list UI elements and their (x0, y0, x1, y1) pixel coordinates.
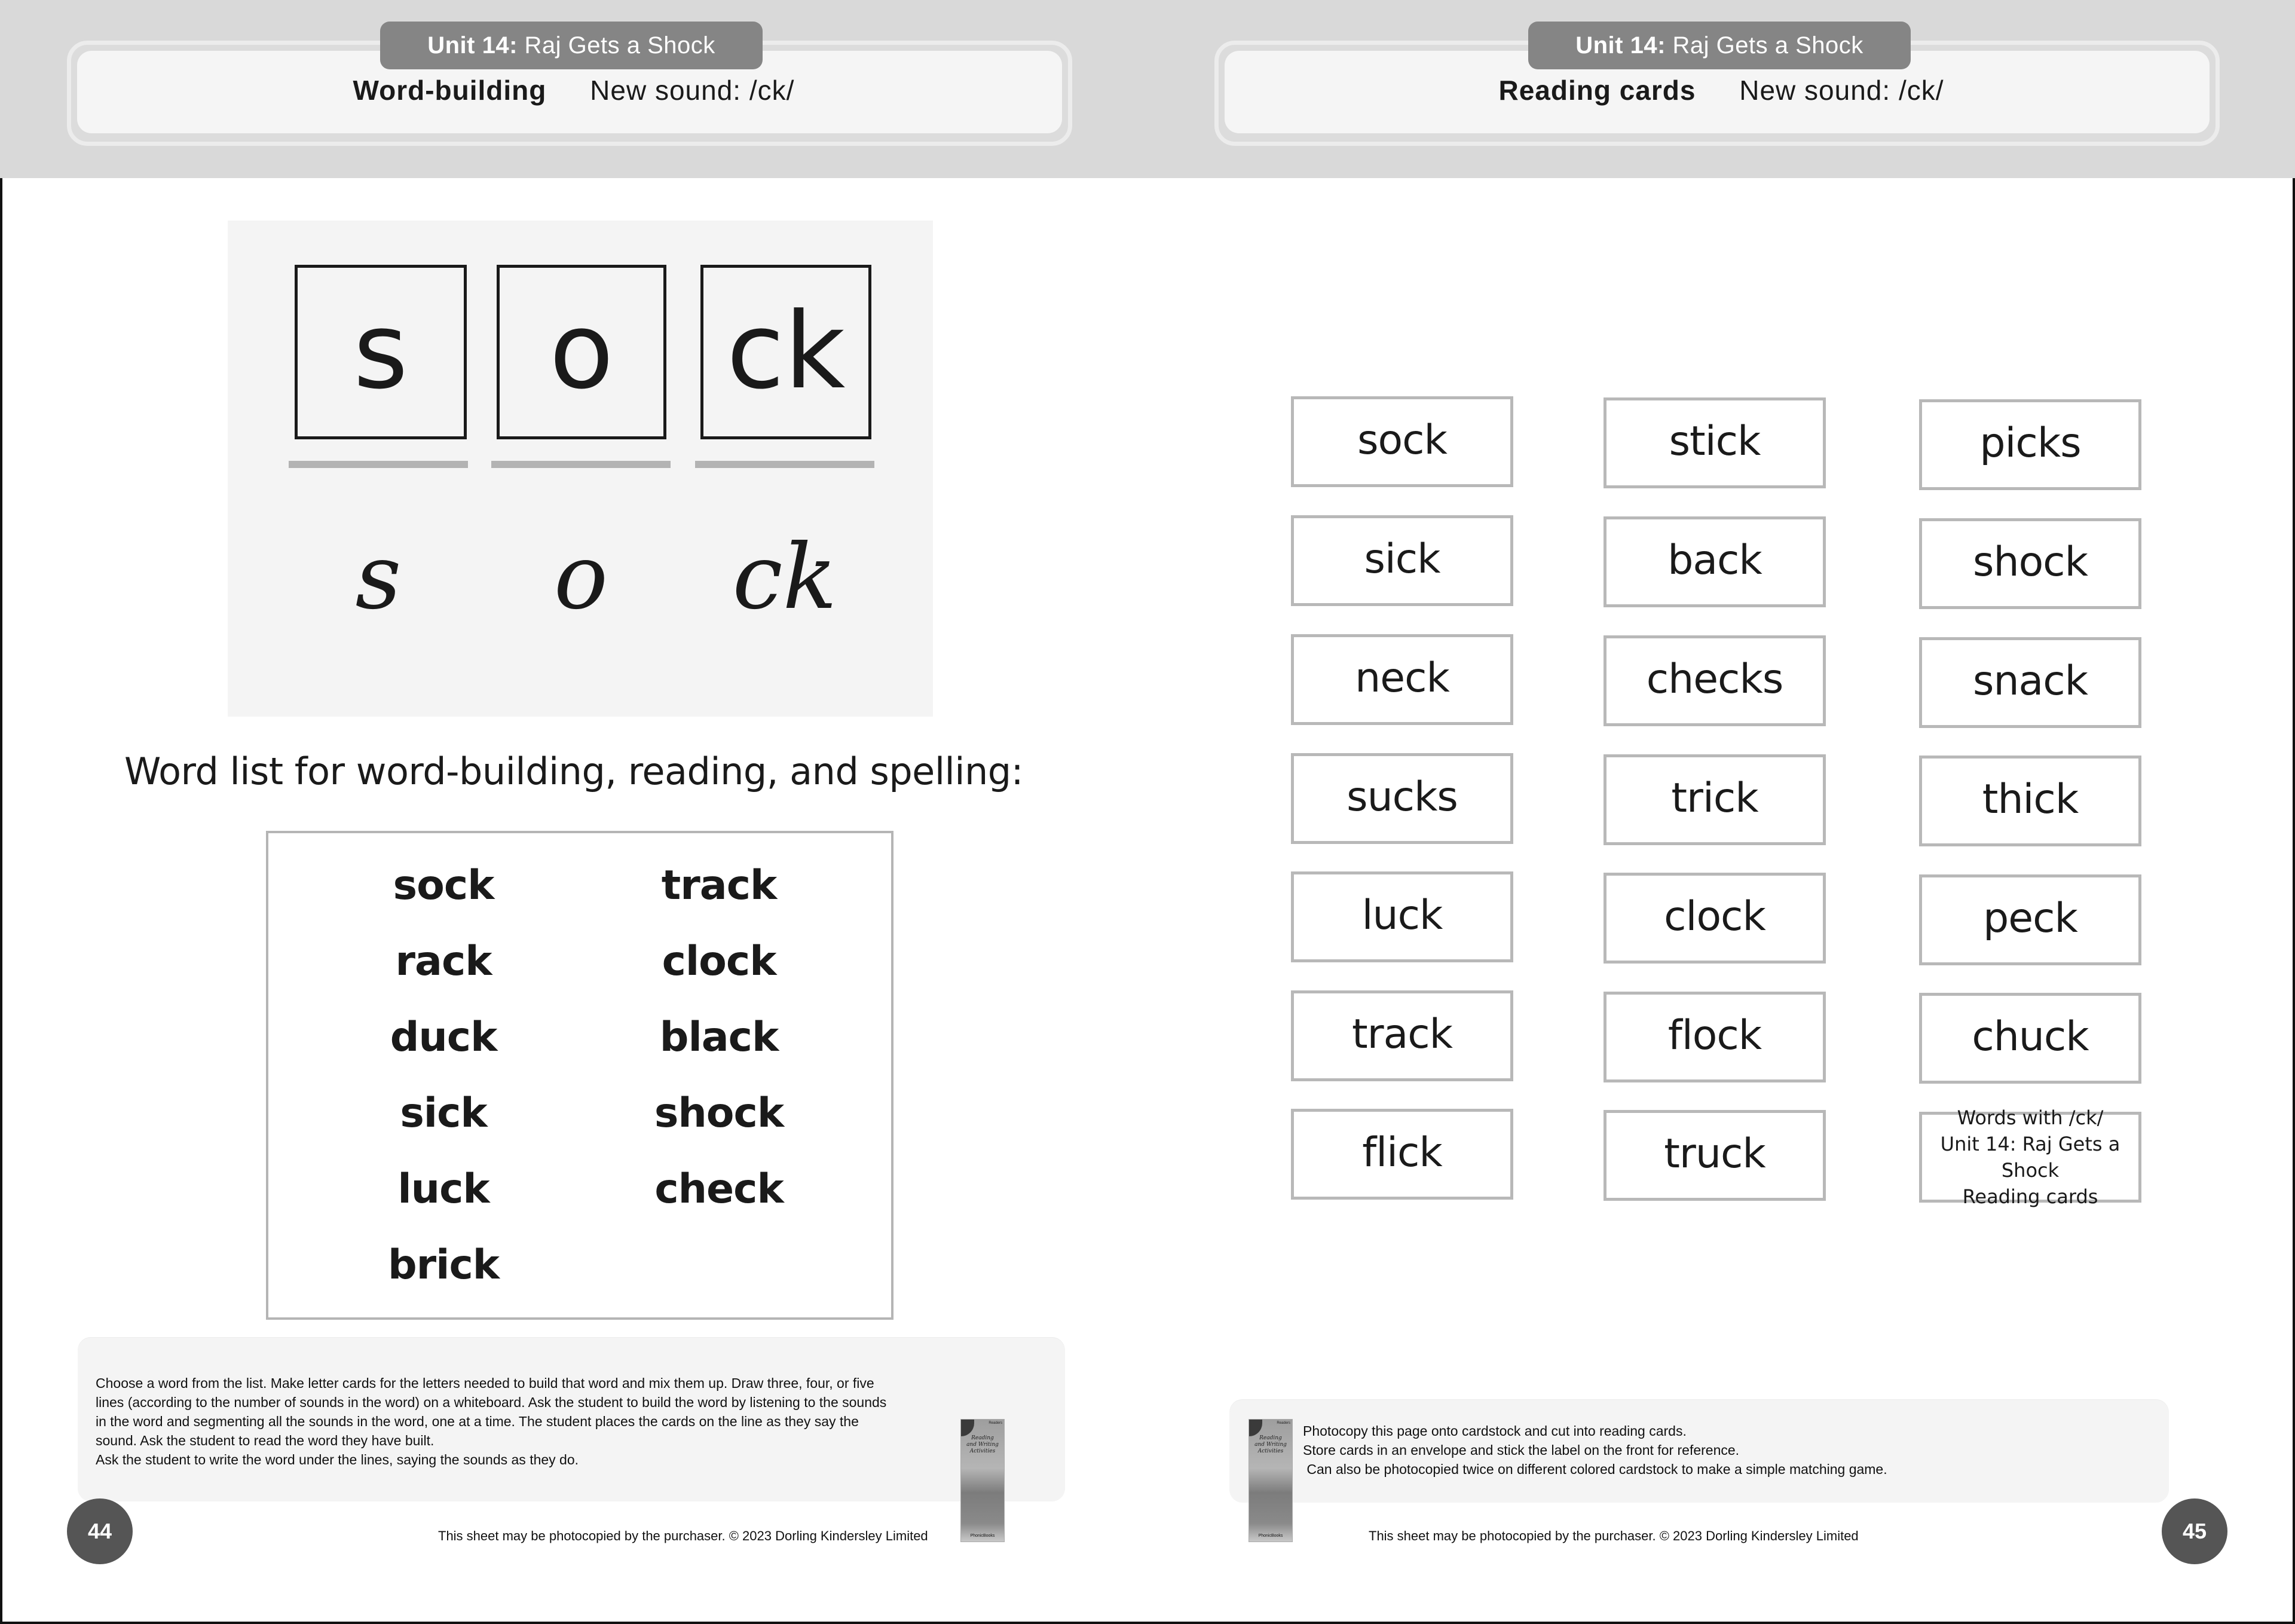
unit-title: Raj Gets a Shock (524, 32, 715, 59)
handwritten-letter: s (355, 525, 402, 629)
reading-card[interactable]: truck (1604, 1110, 1826, 1201)
book-cover-thumbnail (960, 1419, 1005, 1542)
instruction-line: Can also be photocopied twice on different colored cardstock to make a simple matching game. (1303, 1461, 1887, 1477)
cover-brand: PhonicBooks (1258, 1534, 1283, 1538)
reading-card[interactable]: snack (1919, 637, 2141, 728)
sound-line (695, 461, 874, 468)
instruction-line: in the word and segmenting all the sounds in the word, one at a time. The student places the cards on the line as they say the (96, 1414, 859, 1429)
word-list-item: clock (662, 938, 776, 985)
unit-title: Raj Gets a Shock (1672, 32, 1863, 59)
logo-icon (961, 1420, 974, 1436)
reading-card[interactable]: sock (1291, 396, 1513, 487)
word-list-item: duck (390, 1014, 497, 1061)
reading-card[interactable]: stick (1604, 397, 1826, 488)
reading-card[interactable]: back (1604, 516, 1826, 607)
cover-readers-label: Readers (1277, 1421, 1290, 1425)
reading-card[interactable]: shock (1919, 518, 2141, 609)
page-number-badge: 44 (67, 1498, 133, 1564)
word-list-item: sock (393, 862, 494, 909)
reading-card[interactable]: clock (1604, 873, 1826, 964)
label-card-line: Unit 14: Raj Gets a Shock (1940, 1133, 2120, 1182)
header-subtitle (1148, 74, 2295, 106)
logo-icon (1249, 1420, 1262, 1436)
word-list-item: black (659, 1014, 779, 1061)
copyright-notice: This sheet may be photocopied by the purchaser. © 2023 Dorling Kindersley Limited (1369, 1528, 1859, 1543)
instruction-line: Store cards in an envelope and stick the label on the front for reference. (1303, 1442, 1740, 1458)
label-card-line: Reading cards (1962, 1185, 2098, 1208)
letter-tile: o (497, 265, 666, 439)
unit-label: Unit 14: (1575, 32, 1666, 59)
word-list-column-2 (629, 856, 809, 1235)
new-sound: New sound: /ck/ (590, 75, 795, 106)
reading-card[interactable]: peck (1919, 874, 2141, 965)
activity-title: Word-building (353, 75, 547, 106)
cover-readers-label: Readers (989, 1421, 1002, 1425)
instructions-text (1303, 1421, 2140, 1479)
reading-card[interactable]: flick (1291, 1109, 1513, 1200)
unit-label: Unit 14: (427, 32, 518, 59)
word-list-item: luck (397, 1166, 489, 1213)
instructions-text (96, 1374, 980, 1469)
reading-card[interactable]: thick (1919, 756, 2141, 846)
reading-card[interactable]: flock (1604, 992, 1826, 1082)
label-card-line: Words with /ck/ (1957, 1106, 2104, 1129)
sound-line (491, 461, 671, 468)
copyright-notice: This sheet may be photocopied by the purchaser. © 2023 Dorling Kindersley Limited (438, 1528, 928, 1543)
letter-tile: ck (700, 265, 871, 439)
word-list-heading: Word list for word-building, reading, and spelling: (124, 750, 1024, 793)
cover-title: Reading and Writing Activities (1254, 1435, 1287, 1454)
new-sound: New sound: /ck/ (1739, 75, 1944, 106)
cover-brand: PhonicBooks (970, 1534, 995, 1538)
instruction-line: Choose a word from the list. Make letter cards for the letters needed to build that word and mix them up. Draw three, four, or five (96, 1375, 874, 1391)
reading-card[interactable]: luck (1291, 871, 1513, 962)
word-list-box (266, 831, 893, 1320)
right-page (1148, 0, 2295, 1624)
handwritten-letter: o (553, 525, 608, 629)
cover-title: Reading and Writing Activities (966, 1435, 999, 1454)
reading-card[interactable]: trick (1604, 754, 1826, 845)
letter-tile: s (295, 265, 467, 439)
instruction-line: lines (according to the number of sounds in the word) on a whiteboard. Ask the student to build the word by listening to the sounds (96, 1394, 887, 1410)
reading-card[interactable]: chuck (1919, 993, 2141, 1084)
instruction-line: Photocopy this page onto cardstock and cut into reading cards. (1303, 1423, 1687, 1439)
reading-card[interactable]: picks (1919, 399, 2141, 490)
book-cover-thumbnail (1249, 1419, 1293, 1542)
label-card[interactable] (1919, 1106, 2141, 1208)
unit-tab (1528, 22, 1911, 69)
reading-card[interactable]: checks (1604, 635, 1826, 726)
word-list-column-1 (354, 856, 533, 1311)
word-list-item: rack (395, 938, 492, 985)
word-list-item: sick (400, 1090, 487, 1137)
instructions-panel (78, 1338, 1065, 1501)
handwritten-letter: ck (732, 525, 837, 629)
word-building-panel (228, 221, 933, 717)
instructions-panel (1229, 1400, 2169, 1503)
reading-card[interactable]: sick (1291, 515, 1513, 606)
reading-card[interactable]: sucks (1291, 753, 1513, 844)
word-list-item: track (661, 862, 777, 909)
word-list-item: check (654, 1166, 784, 1213)
word-list-item: brick (387, 1241, 500, 1289)
reading-card[interactable]: neck (1291, 634, 1513, 725)
word-list-item: shock (654, 1090, 784, 1137)
reading-card[interactable]: track (1291, 990, 1513, 1081)
sound-line (289, 461, 468, 468)
page-number-badge: 45 (2162, 1498, 2227, 1564)
activity-title: Reading cards (1498, 75, 1696, 106)
unit-tab (380, 22, 763, 69)
header-subtitle (0, 74, 1148, 106)
instruction-line: sound. Ask the student to read the word they have built. (96, 1433, 434, 1448)
instruction-line: Ask the student to write the word under the lines, saying the sounds as they do. (96, 1452, 579, 1467)
